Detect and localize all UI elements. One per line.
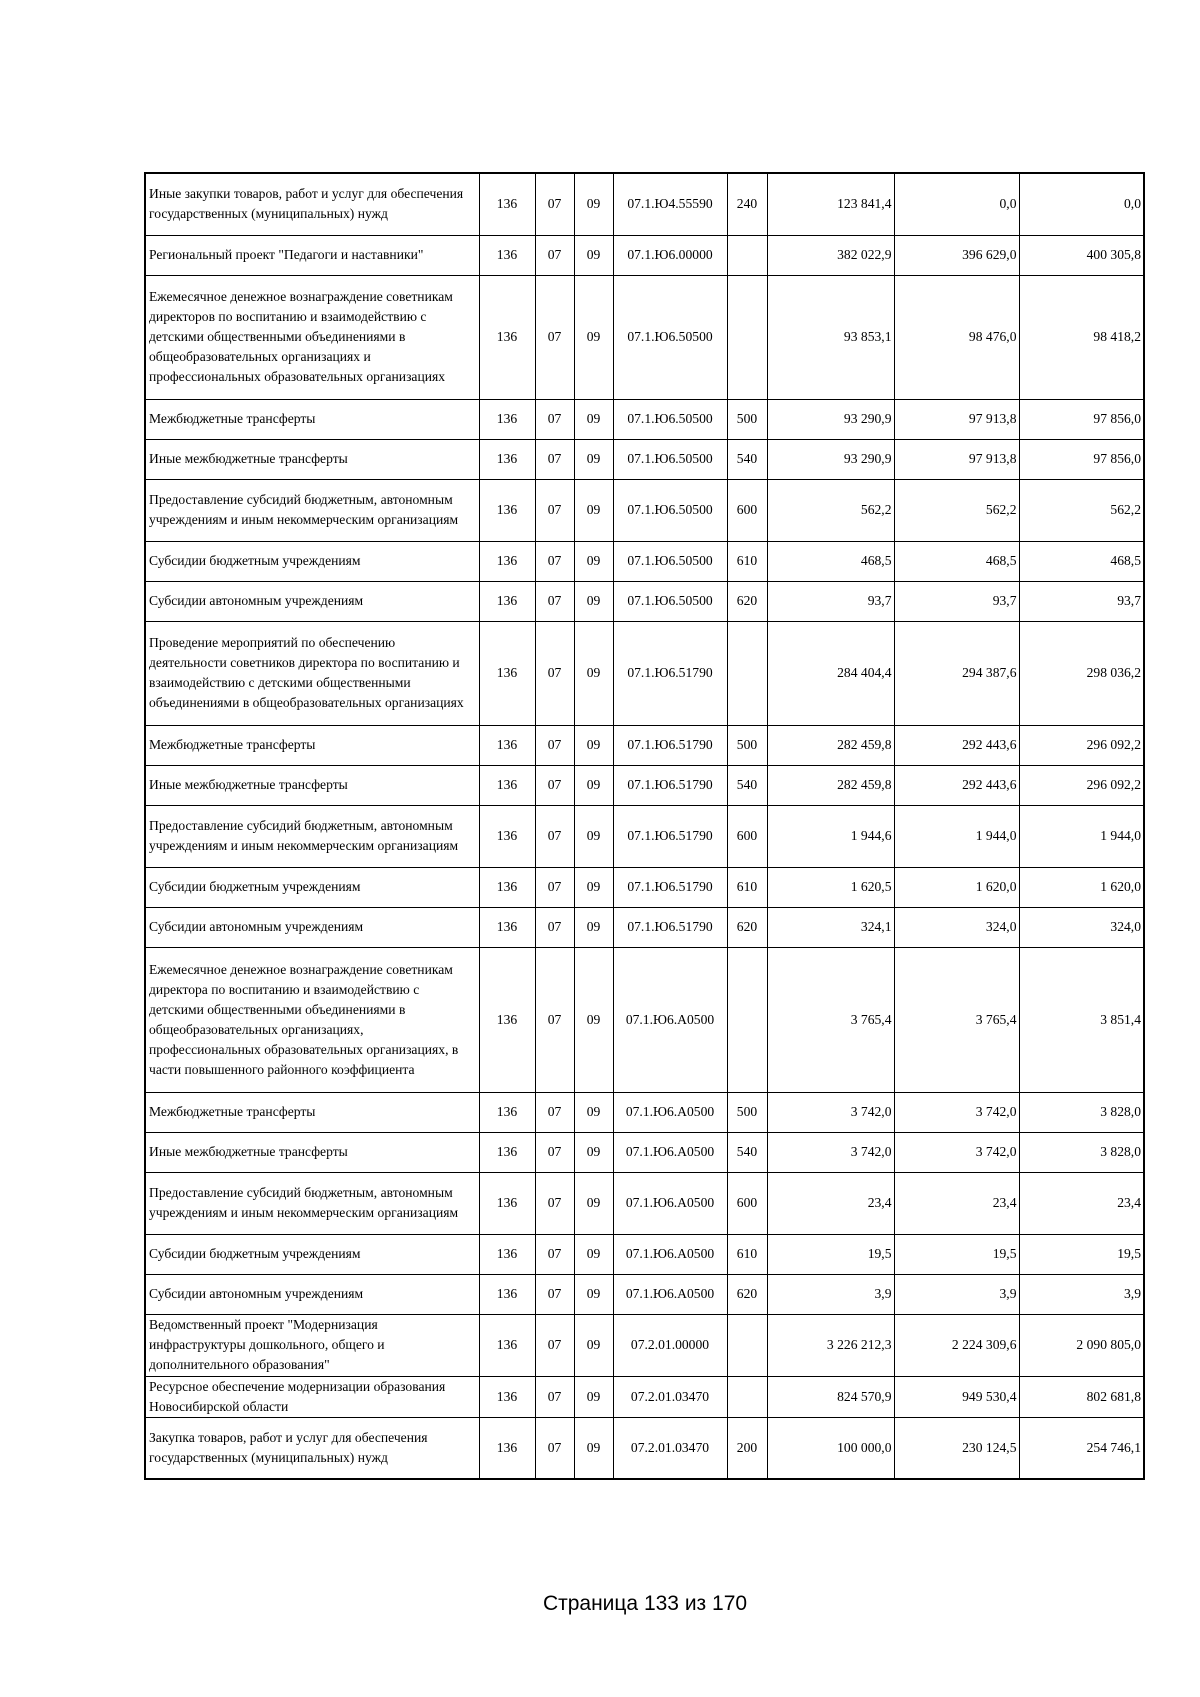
table-row bbox=[145, 1172, 1144, 1234]
target-article-cell: 07.2.01.03470 bbox=[613, 1376, 727, 1417]
section-code-cell: 07 bbox=[535, 1314, 574, 1376]
row-name-cell: Предоставление субсидий бюджетным, автономным учреждениям и иным некоммерческим организациям bbox=[145, 1172, 479, 1234]
amount-col-2-cell: 2 224 309,6 bbox=[894, 1314, 1019, 1376]
expense-type-cell: 620 bbox=[727, 907, 767, 947]
subsection-code-cell: 09 bbox=[574, 1274, 613, 1314]
amount-col-2-cell: 562,2 bbox=[894, 479, 1019, 541]
amount-col-3-cell: 254 746,1 bbox=[1019, 1417, 1144, 1479]
section-code-cell: 07 bbox=[535, 725, 574, 765]
target-article-cell: 07.1.Ю6.А0500 bbox=[613, 947, 727, 1092]
subsection-code-cell: 09 bbox=[574, 581, 613, 621]
subsection-code-cell: 09 bbox=[574, 1172, 613, 1234]
table-row bbox=[145, 399, 1144, 439]
section-code-cell: 07 bbox=[535, 765, 574, 805]
expense-type-cell: 540 bbox=[727, 439, 767, 479]
expense-type-cell: 500 bbox=[727, 725, 767, 765]
amount-col-3-cell: 562,2 bbox=[1019, 479, 1144, 541]
amount-col-3-cell: 1 944,0 bbox=[1019, 805, 1144, 867]
amount-col-1-cell: 382 022,9 bbox=[767, 235, 894, 275]
section-code-cell: 07 bbox=[535, 581, 574, 621]
grbs-code-cell: 136 bbox=[479, 235, 535, 275]
amount-col-1-cell: 1 620,5 bbox=[767, 867, 894, 907]
amount-col-1-cell: 324,1 bbox=[767, 907, 894, 947]
amount-col-1-cell: 282 459,8 bbox=[767, 765, 894, 805]
amount-col-2-cell: 396 629,0 bbox=[894, 235, 1019, 275]
table-row bbox=[145, 1417, 1144, 1479]
amount-col-1-cell: 824 570,9 bbox=[767, 1376, 894, 1417]
subsection-code-cell: 09 bbox=[574, 621, 613, 725]
expense-type-cell bbox=[727, 235, 767, 275]
subsection-code-cell: 09 bbox=[574, 947, 613, 1092]
section-code-cell: 07 bbox=[535, 947, 574, 1092]
row-name-cell: Субсидии автономным учреждениям bbox=[145, 1274, 479, 1314]
amount-col-2-cell: 19,5 bbox=[894, 1234, 1019, 1274]
target-article-cell: 07.1.Ю6.А0500 bbox=[613, 1172, 727, 1234]
amount-col-3-cell: 0,0 bbox=[1019, 173, 1144, 235]
grbs-code-cell: 136 bbox=[479, 173, 535, 235]
target-article-cell: 07.1.Ю6.50500 bbox=[613, 439, 727, 479]
grbs-code-cell: 136 bbox=[479, 1132, 535, 1172]
amount-col-1-cell: 284 404,4 bbox=[767, 621, 894, 725]
amount-col-1-cell: 93 853,1 bbox=[767, 275, 894, 399]
amount-col-1-cell: 468,5 bbox=[767, 541, 894, 581]
grbs-code-cell: 136 bbox=[479, 1092, 535, 1132]
grbs-code-cell: 136 bbox=[479, 765, 535, 805]
amount-col-1-cell: 93 290,9 bbox=[767, 439, 894, 479]
amount-col-1-cell: 3 765,4 bbox=[767, 947, 894, 1092]
target-article-cell: 07.1.Ю6.А0500 bbox=[613, 1234, 727, 1274]
amount-col-3-cell: 802 681,8 bbox=[1019, 1376, 1144, 1417]
target-article-cell: 07.1.Ю4.55590 bbox=[613, 173, 727, 235]
grbs-code-cell: 136 bbox=[479, 479, 535, 541]
amount-col-2-cell: 949 530,4 bbox=[894, 1376, 1019, 1417]
row-name-cell: Ресурсное обеспечение модернизации образования Новосибирской области bbox=[145, 1376, 479, 1417]
target-article-cell: 07.1.Ю6.51790 bbox=[613, 621, 727, 725]
row-name-cell: Региональный проект "Педагоги и наставники" bbox=[145, 235, 479, 275]
target-article-cell: 07.1.Ю6.50500 bbox=[613, 399, 727, 439]
amount-col-3-cell: 400 305,8 bbox=[1019, 235, 1144, 275]
table-row bbox=[145, 947, 1144, 1092]
amount-col-3-cell: 3 851,4 bbox=[1019, 947, 1144, 1092]
expense-type-cell: 610 bbox=[727, 541, 767, 581]
row-name-cell: Межбюджетные трансферты bbox=[145, 399, 479, 439]
row-name-cell: Иные межбюджетные трансферты bbox=[145, 1132, 479, 1172]
table-row bbox=[145, 1314, 1144, 1376]
amount-col-2-cell: 93,7 bbox=[894, 581, 1019, 621]
subsection-code-cell: 09 bbox=[574, 1376, 613, 1417]
section-code-cell: 07 bbox=[535, 1274, 574, 1314]
section-code-cell: 07 bbox=[535, 1092, 574, 1132]
amount-col-1-cell: 3,9 bbox=[767, 1274, 894, 1314]
target-article-cell: 07.1.Ю6.51790 bbox=[613, 867, 727, 907]
section-code-cell: 07 bbox=[535, 399, 574, 439]
expense-type-cell: 610 bbox=[727, 867, 767, 907]
subsection-code-cell: 09 bbox=[574, 479, 613, 541]
amount-col-2-cell: 1 944,0 bbox=[894, 805, 1019, 867]
subsection-code-cell: 09 bbox=[574, 173, 613, 235]
subsection-code-cell: 09 bbox=[574, 867, 613, 907]
row-name-cell: Предоставление субсидий бюджетным, автономным учреждениям и иным некоммерческим организациям bbox=[145, 479, 479, 541]
row-name-cell: Ведомственный проект "Модернизация инфраструктуры дошкольного, общего и дополнительного образования" bbox=[145, 1314, 479, 1376]
page-number: Страница 133 из 170 bbox=[542, 1592, 748, 1615]
table-row bbox=[145, 235, 1144, 275]
section-code-cell: 07 bbox=[535, 1234, 574, 1274]
grbs-code-cell: 136 bbox=[479, 725, 535, 765]
amount-col-1-cell: 282 459,8 bbox=[767, 725, 894, 765]
target-article-cell: 07.1.Ю6.50500 bbox=[613, 479, 727, 541]
amount-col-2-cell: 294 387,6 bbox=[894, 621, 1019, 725]
row-name-cell: Межбюджетные трансферты bbox=[145, 1092, 479, 1132]
amount-col-1-cell: 93,7 bbox=[767, 581, 894, 621]
expense-type-cell: 540 bbox=[727, 765, 767, 805]
amount-col-2-cell: 230 124,5 bbox=[894, 1417, 1019, 1479]
target-article-cell: 07.1.Ю6.50500 bbox=[613, 541, 727, 581]
table-row bbox=[145, 1234, 1144, 1274]
grbs-code-cell: 136 bbox=[479, 1314, 535, 1376]
table-row bbox=[145, 805, 1144, 867]
expense-type-cell: 620 bbox=[727, 1274, 767, 1314]
amount-col-2-cell: 292 443,6 bbox=[894, 725, 1019, 765]
grbs-code-cell: 136 bbox=[479, 541, 535, 581]
amount-col-3-cell: 98 418,2 bbox=[1019, 275, 1144, 399]
target-article-cell: 07.1.Ю6.51790 bbox=[613, 725, 727, 765]
amount-col-3-cell: 97 856,0 bbox=[1019, 399, 1144, 439]
expense-type-cell bbox=[727, 1314, 767, 1376]
grbs-code-cell: 136 bbox=[479, 1417, 535, 1479]
expense-type-cell: 620 bbox=[727, 581, 767, 621]
subsection-code-cell: 09 bbox=[574, 725, 613, 765]
amount-col-1-cell: 23,4 bbox=[767, 1172, 894, 1234]
row-name-cell: Проведение мероприятий по обеспечению деятельности советников директора по воспитанию и взаимодействию с детскими общественными объединениями в общеобразовательных организациях bbox=[145, 621, 479, 725]
expense-type-cell: 200 bbox=[727, 1417, 767, 1479]
grbs-code-cell: 136 bbox=[479, 1274, 535, 1314]
expense-type-cell: 540 bbox=[727, 1132, 767, 1172]
section-code-cell: 07 bbox=[535, 439, 574, 479]
grbs-code-cell: 136 bbox=[479, 805, 535, 867]
table-row bbox=[145, 725, 1144, 765]
subsection-code-cell: 09 bbox=[574, 399, 613, 439]
expense-type-cell bbox=[727, 1376, 767, 1417]
amount-col-3-cell: 2 090 805,0 bbox=[1019, 1314, 1144, 1376]
target-article-cell: 07.1.Ю6.А0500 bbox=[613, 1274, 727, 1314]
grbs-code-cell: 136 bbox=[479, 1376, 535, 1417]
amount-col-2-cell: 3 742,0 bbox=[894, 1092, 1019, 1132]
grbs-code-cell: 136 bbox=[479, 399, 535, 439]
amount-col-2-cell: 3,9 bbox=[894, 1274, 1019, 1314]
row-name-cell: Ежемесячное денежное вознаграждение советникам директора по воспитанию и взаимодействию с детскими общественными объединениями в общеобразовательных организациях, профессиональных образовательных организациях, в части повышенного районного коэффициента bbox=[145, 947, 479, 1092]
amount-col-3-cell: 97 856,0 bbox=[1019, 439, 1144, 479]
table-row bbox=[145, 479, 1144, 541]
amount-col-2-cell: 1 620,0 bbox=[894, 867, 1019, 907]
section-code-cell: 07 bbox=[535, 479, 574, 541]
amount-col-1-cell: 93 290,9 bbox=[767, 399, 894, 439]
subsection-code-cell: 09 bbox=[574, 275, 613, 399]
amount-col-1-cell: 1 944,6 bbox=[767, 805, 894, 867]
amount-col-3-cell: 324,0 bbox=[1019, 907, 1144, 947]
amount-col-3-cell: 19,5 bbox=[1019, 1234, 1144, 1274]
amount-col-3-cell: 93,7 bbox=[1019, 581, 1144, 621]
expense-type-cell: 600 bbox=[727, 805, 767, 867]
subsection-code-cell: 09 bbox=[574, 235, 613, 275]
amount-col-2-cell: 324,0 bbox=[894, 907, 1019, 947]
table-row bbox=[145, 1376, 1144, 1417]
subsection-code-cell: 09 bbox=[574, 541, 613, 581]
amount-col-3-cell: 3 828,0 bbox=[1019, 1092, 1144, 1132]
grbs-code-cell: 136 bbox=[479, 867, 535, 907]
subsection-code-cell: 09 bbox=[574, 439, 613, 479]
row-name-cell: Межбюджетные трансферты bbox=[145, 725, 479, 765]
target-article-cell: 07.1.Ю6.00000 bbox=[613, 235, 727, 275]
amount-col-2-cell: 3 765,4 bbox=[894, 947, 1019, 1092]
amount-col-3-cell: 298 036,2 bbox=[1019, 621, 1144, 725]
target-article-cell: 07.1.Ю6.А0500 bbox=[613, 1132, 727, 1172]
table-row bbox=[145, 1132, 1144, 1172]
section-code-cell: 07 bbox=[535, 173, 574, 235]
expense-type-cell: 240 bbox=[727, 173, 767, 235]
section-code-cell: 07 bbox=[535, 805, 574, 867]
target-article-cell: 07.2.01.00000 bbox=[613, 1314, 727, 1376]
row-name-cell: Закупка товаров, работ и услуг для обеспечения государственных (муниципальных) нужд bbox=[145, 1417, 479, 1479]
budget-table bbox=[144, 172, 1145, 1480]
row-name-cell: Иные закупки товаров, работ и услуг для обеспечения государственных (муниципальных) нужд bbox=[145, 173, 479, 235]
expense-type-cell: 500 bbox=[727, 1092, 767, 1132]
target-article-cell: 07.1.Ю6.А0500 bbox=[613, 1092, 727, 1132]
amount-col-3-cell: 296 092,2 bbox=[1019, 725, 1144, 765]
table-row bbox=[145, 541, 1144, 581]
table-row bbox=[145, 1274, 1144, 1314]
subsection-code-cell: 09 bbox=[574, 1132, 613, 1172]
amount-col-1-cell: 3 742,0 bbox=[767, 1132, 894, 1172]
amount-col-1-cell: 3 226 212,3 bbox=[767, 1314, 894, 1376]
section-code-cell: 07 bbox=[535, 867, 574, 907]
subsection-code-cell: 09 bbox=[574, 805, 613, 867]
expense-type-cell: 600 bbox=[727, 479, 767, 541]
amount-col-1-cell: 562,2 bbox=[767, 479, 894, 541]
subsection-code-cell: 09 bbox=[574, 907, 613, 947]
expense-type-cell: 500 bbox=[727, 399, 767, 439]
amount-col-2-cell: 23,4 bbox=[894, 1172, 1019, 1234]
subsection-code-cell: 09 bbox=[574, 1417, 613, 1479]
subsection-code-cell: 09 bbox=[574, 1092, 613, 1132]
table-row bbox=[145, 621, 1144, 725]
grbs-code-cell: 136 bbox=[479, 947, 535, 1092]
grbs-code-cell: 136 bbox=[479, 1234, 535, 1274]
grbs-code-cell: 136 bbox=[479, 907, 535, 947]
target-article-cell: 07.1.Ю6.51790 bbox=[613, 765, 727, 805]
section-code-cell: 07 bbox=[535, 235, 574, 275]
amount-col-2-cell: 468,5 bbox=[894, 541, 1019, 581]
section-code-cell: 07 bbox=[535, 541, 574, 581]
amount-col-1-cell: 3 742,0 bbox=[767, 1092, 894, 1132]
section-code-cell: 07 bbox=[535, 1172, 574, 1234]
target-article-cell: 07.1.Ю6.51790 bbox=[613, 805, 727, 867]
amount-col-1-cell: 123 841,4 bbox=[767, 173, 894, 235]
grbs-code-cell: 136 bbox=[479, 621, 535, 725]
amount-col-2-cell: 97 913,8 bbox=[894, 399, 1019, 439]
section-code-cell: 07 bbox=[535, 621, 574, 725]
row-name-cell: Субсидии бюджетным учреждениям bbox=[145, 1234, 479, 1274]
amount-col-3-cell: 1 620,0 bbox=[1019, 867, 1144, 907]
section-code-cell: 07 bbox=[535, 1376, 574, 1417]
amount-col-2-cell: 97 913,8 bbox=[894, 439, 1019, 479]
amount-col-2-cell: 3 742,0 bbox=[894, 1132, 1019, 1172]
table-row bbox=[145, 173, 1144, 235]
row-name-cell: Ежемесячное денежное вознаграждение советникам директоров по воспитанию и взаимодействию с детскими общественными объединениями в общеобразовательных организациях и профессиональных образовательных организациях bbox=[145, 275, 479, 399]
target-article-cell: 07.2.01.03470 bbox=[613, 1417, 727, 1479]
expense-type-cell: 600 bbox=[727, 1172, 767, 1234]
table-row bbox=[145, 1092, 1144, 1132]
row-name-cell: Предоставление субсидий бюджетным, автономным учреждениям и иным некоммерческим организациям bbox=[145, 805, 479, 867]
section-code-cell: 07 bbox=[535, 1417, 574, 1479]
section-code-cell: 07 bbox=[535, 1132, 574, 1172]
table-body bbox=[145, 173, 1144, 1479]
subsection-code-cell: 09 bbox=[574, 1314, 613, 1376]
target-article-cell: 07.1.Ю6.50500 bbox=[613, 275, 727, 399]
table-row bbox=[145, 765, 1144, 805]
amount-col-1-cell: 100 000,0 bbox=[767, 1417, 894, 1479]
row-name-cell: Субсидии автономным учреждениям bbox=[145, 907, 479, 947]
section-code-cell: 07 bbox=[535, 907, 574, 947]
expense-type-cell bbox=[727, 947, 767, 1092]
row-name-cell: Субсидии бюджетным учреждениям bbox=[145, 867, 479, 907]
section-code-cell: 07 bbox=[535, 275, 574, 399]
grbs-code-cell: 136 bbox=[479, 581, 535, 621]
amount-col-2-cell: 292 443,6 bbox=[894, 765, 1019, 805]
table-row bbox=[145, 581, 1144, 621]
row-name-cell: Субсидии автономным учреждениям bbox=[145, 581, 479, 621]
expense-type-cell bbox=[727, 621, 767, 725]
amount-col-3-cell: 3 828,0 bbox=[1019, 1132, 1144, 1172]
expense-type-cell: 610 bbox=[727, 1234, 767, 1274]
amount-col-2-cell: 0,0 bbox=[894, 173, 1019, 235]
grbs-code-cell: 136 bbox=[479, 439, 535, 479]
amount-col-2-cell: 98 476,0 bbox=[894, 275, 1019, 399]
table-row bbox=[145, 907, 1144, 947]
amount-col-3-cell: 468,5 bbox=[1019, 541, 1144, 581]
grbs-code-cell: 136 bbox=[479, 1172, 535, 1234]
amount-col-1-cell: 19,5 bbox=[767, 1234, 894, 1274]
subsection-code-cell: 09 bbox=[574, 765, 613, 805]
amount-col-3-cell: 296 092,2 bbox=[1019, 765, 1144, 805]
table-row bbox=[145, 439, 1144, 479]
target-article-cell: 07.1.Ю6.50500 bbox=[613, 581, 727, 621]
row-name-cell: Иные межбюджетные трансферты bbox=[145, 439, 479, 479]
subsection-code-cell: 09 bbox=[574, 1234, 613, 1274]
table-row bbox=[145, 867, 1144, 907]
amount-col-3-cell: 3,9 bbox=[1019, 1274, 1144, 1314]
row-name-cell: Иные межбюджетные трансферты bbox=[145, 765, 479, 805]
row-name-cell: Субсидии бюджетным учреждениям bbox=[145, 541, 479, 581]
table-row bbox=[145, 275, 1144, 399]
target-article-cell: 07.1.Ю6.51790 bbox=[613, 907, 727, 947]
amount-col-3-cell: 23,4 bbox=[1019, 1172, 1144, 1234]
expense-type-cell bbox=[727, 275, 767, 399]
grbs-code-cell: 136 bbox=[479, 275, 535, 399]
